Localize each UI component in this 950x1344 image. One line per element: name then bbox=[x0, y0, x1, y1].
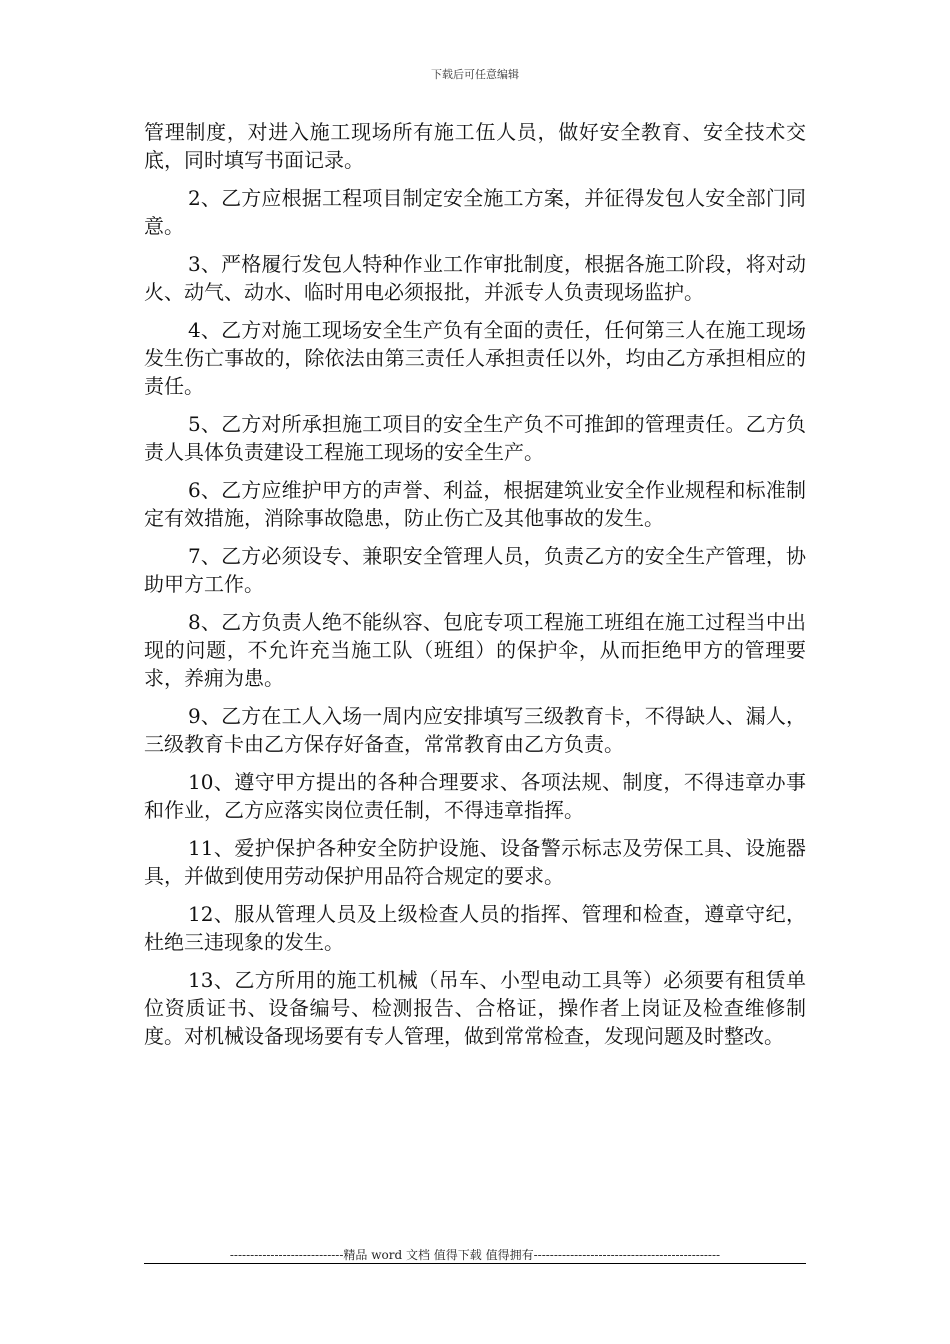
paragraph-2: 3、严格履行发包人特种作业工作审批制度，根据各施工阶段，将对动火、动气、动水、临时用电必须报批，并派专人负责现场监护。 bbox=[144, 252, 806, 304]
page-footer: ----------------------------精品 word 文档 值得下载 值得拥有---------------------------------------------- bbox=[229, 1248, 721, 1262]
paragraph-4: 5、乙方对所承担施工项目的安全生产负不可推卸的管理责任。乙方负责人具体负责建设工程施工现场的安全生产。 bbox=[144, 412, 806, 464]
paragraph-3: 4、乙方对施工现场安全生产负有全面的责任，任何第三人在施工现场发生伤亡事故的，除依法由第三责任人承担责任以外，均由乙方承担相应的责任。 bbox=[144, 318, 806, 398]
paragraph-10: 11、爱护保护各种安全防护设施、设备警示标志及劳保工具、设施器具，并做到使用劳动保护用品符合规定的要求。 bbox=[144, 836, 806, 888]
paragraph-6: 7、乙方必须设专、兼职安全管理人员，负责乙方的安全生产管理，协助甲方工作。 bbox=[144, 544, 806, 596]
document-body bbox=[144, 118, 806, 1060]
paragraph-9: 10、遵守甲方提出的各种合理要求、各项法规、制度，不得违章办事和作业，乙方应落实岗位责任制，不得违章指挥。 bbox=[144, 770, 806, 822]
paragraph-5: 6、乙方应维护甲方的声誉、利益，根据建筑业安全作业规程和标准制定有效措施，消除事故隐患，防止伤亡及其他事故的发生。 bbox=[144, 478, 806, 530]
footer-divider bbox=[144, 1263, 806, 1264]
paragraph-12: 13、乙方所用的施工机械（吊车、小型电动工具等）必须要有租赁单位资质证书、设备编号、检测报告、合格证，操作者上岗证及检查维修制度。对机械设备现场要有专人管理，做到常常检查，发现问题及时整改。 bbox=[144, 968, 806, 1048]
paragraph-8: 9、乙方在工人入场一周内应安排填写三级教育卡，不得缺人、漏人，三级教育卡由乙方保存好备查，常常教育由乙方负责。 bbox=[144, 704, 806, 756]
paragraph-0: 管理制度，对进入施工现场所有施工伍人员，做好安全教育、安全技术交底，同时填写书面记录。 bbox=[144, 120, 806, 172]
paragraph-11: 12、服从管理人员及上级检查人员的指挥、管理和检查，遵章守纪，杜绝三违现象的发生。 bbox=[144, 902, 806, 954]
page-header: 下载后可任意编辑 bbox=[431, 68, 519, 81]
paragraph-7: 8、乙方负责人绝不能纵容、包庇专项工程施工班组在施工过程当中出现的问题，不允许充当施工队（班组）的保护伞，从而拒绝甲方的管理要求，养痈为患。 bbox=[144, 610, 806, 690]
paragraph-1: 2、乙方应根据工程项目制定安全施工方案，并征得发包人安全部门同意。 bbox=[144, 186, 806, 238]
